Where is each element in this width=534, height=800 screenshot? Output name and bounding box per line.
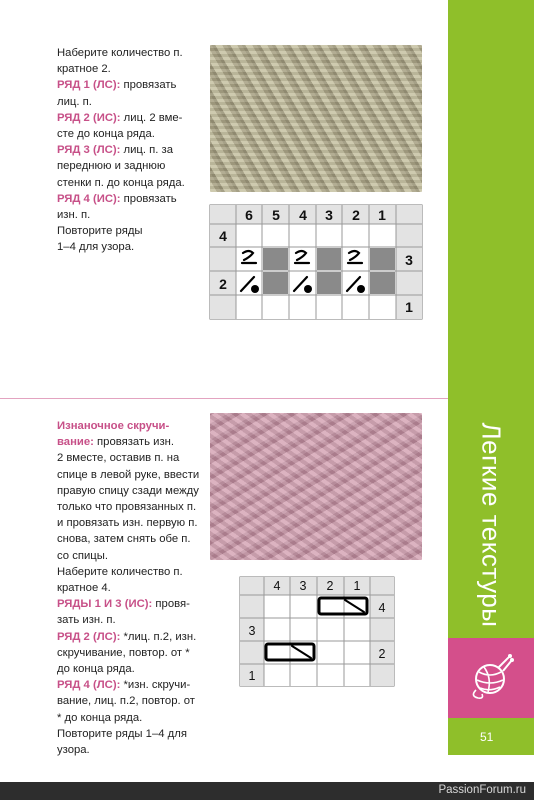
instruction-text: 2 вместе, оставив п. на <box>57 452 180 465</box>
instruction-line <box>57 223 207 239</box>
instruction-text: провя- <box>152 598 190 611</box>
chart1-col-label: 5 <box>272 207 280 223</box>
pattern2-instructions <box>57 418 207 758</box>
instruction-line <box>57 94 207 110</box>
instruction-line <box>57 499 207 515</box>
instruction-line <box>57 645 207 661</box>
instruction-line <box>57 693 207 709</box>
chart2-col-label: 2 <box>326 579 334 593</box>
instruction-text: до конца ряда. <box>57 663 135 676</box>
instruction-line <box>57 418 207 434</box>
instruction-line <box>57 742 207 758</box>
instruction-text: спице в левой руке, ввести <box>57 468 200 481</box>
instruction-line <box>57 142 207 158</box>
instruction-text: скручивание, повтор. от * <box>57 646 190 659</box>
chart1-row-label: 1 <box>405 299 413 315</box>
instruction-text: 1–4 для узора. <box>57 241 135 254</box>
chart2-col-label: 4 <box>273 579 281 593</box>
instruction-line <box>57 726 207 742</box>
instruction-line <box>57 467 207 483</box>
yarn-ball-icon <box>470 654 514 702</box>
instruction-text: лиц. 2 вме- <box>120 111 183 124</box>
instruction-line <box>57 77 207 93</box>
instruction-text: *изн. скручи- <box>120 679 191 692</box>
instruction-text: Повторите ряды 1–4 для <box>57 727 187 740</box>
instruction-line <box>57 596 207 612</box>
instruction-text: провязать <box>120 79 177 92</box>
instruction-text: снова, затем снять обе п. <box>57 533 191 546</box>
pattern1-chart <box>210 205 430 320</box>
row-label: РЯД 1 (ЛС): <box>57 79 121 92</box>
instruction-line <box>57 629 207 645</box>
instruction-text: * до конца ряда. <box>57 711 143 724</box>
instruction-text: только что провязанных п. <box>57 501 197 514</box>
instruction-text: правую спицу сзади между <box>57 484 199 497</box>
row-label: РЯД 2 (ЛС): <box>57 630 121 643</box>
row-label: вание: <box>57 436 94 449</box>
instruction-line <box>57 710 207 726</box>
instruction-text: *лиц. п.2, изн. <box>120 630 197 643</box>
chart2-row-label: 3 <box>248 624 256 638</box>
pattern2-chart <box>240 577 400 692</box>
instruction-text: лиц. п. <box>57 95 92 108</box>
instruction-text: провязать <box>120 192 177 205</box>
instruction-line <box>57 450 207 466</box>
instruction-line <box>57 158 207 174</box>
instruction-text: вание, лиц. п.2, повтор. от <box>57 695 195 708</box>
pattern1-swatch-photo <box>210 45 422 192</box>
instruction-line <box>57 191 207 207</box>
row-label: Изнаночное скручи- <box>57 420 170 432</box>
instruction-line <box>57 483 207 499</box>
no-stitch-cell <box>263 248 288 270</box>
instruction-line <box>57 175 207 191</box>
section-divider <box>0 398 448 399</box>
instruction-text: со спицы. <box>57 549 109 562</box>
instruction-line <box>57 612 207 628</box>
row-label: РЯД 4 (ЛС): <box>57 679 121 692</box>
chart1-col-label: 2 <box>352 207 360 223</box>
instruction-line <box>57 580 207 596</box>
page-number: 51 <box>480 730 494 744</box>
row-label: РЯД 4 (ИС): <box>57 192 121 205</box>
no-stitch-cell <box>263 272 288 294</box>
instruction-line <box>57 677 207 693</box>
yarn-icon-box <box>448 638 534 718</box>
no-stitch-cell <box>317 272 341 294</box>
footer-site: PassionForum.ru <box>438 784 526 796</box>
instruction-line <box>57 548 207 564</box>
chapter-title: Легкие текстуры <box>476 422 507 628</box>
pattern2-swatch-photo <box>210 413 422 560</box>
instruction-line <box>57 564 207 580</box>
chart2-col-label: 1 <box>353 579 361 593</box>
row-label: РЯД 2 (ИС): <box>57 111 121 124</box>
instruction-text: провязать изн. <box>93 436 174 449</box>
instruction-text: Наберите количество п. <box>57 47 183 59</box>
instruction-line <box>57 61 207 77</box>
instruction-text: лиц. п. за <box>120 144 174 157</box>
chart1-row-label: 2 <box>219 276 227 292</box>
no-stitch-cell <box>370 272 395 294</box>
instruction-text: кратное 2. <box>57 63 111 76</box>
no-stitch-cell <box>317 248 341 270</box>
chart1-col-label: 4 <box>299 207 307 223</box>
instruction-line <box>57 45 207 61</box>
chart2-col-label: 3 <box>299 579 307 593</box>
pattern1-instructions <box>57 45 207 256</box>
chart2-row-label: 4 <box>378 601 386 615</box>
chart1-row-label: 4 <box>219 228 227 244</box>
row-label: РЯДЫ 1 И 3 (ИС): <box>57 598 153 611</box>
instruction-line <box>57 207 207 223</box>
chart2-row-label: 2 <box>378 647 386 661</box>
instruction-text: Наберите количество п. <box>57 565 183 578</box>
no-stitch-cell <box>370 248 395 270</box>
instruction-text: переднюю и заднюю <box>57 160 166 173</box>
instruction-line <box>57 434 207 450</box>
instruction-line <box>57 515 207 531</box>
instruction-line <box>57 126 207 142</box>
chart1-row-label: 3 <box>405 252 413 268</box>
instruction-line <box>57 110 207 126</box>
instruction-text: сте до конца ряда. <box>57 128 155 141</box>
instruction-line <box>57 661 207 677</box>
instruction-text: зать изн. п. <box>57 614 116 627</box>
instruction-line <box>57 531 207 547</box>
instruction-text: изн. п. <box>57 209 91 222</box>
chart1-col-label: 1 <box>378 207 386 223</box>
row-label: РЯД 3 (ЛС): <box>57 144 121 157</box>
instruction-text: стенки п. до конца ряда. <box>57 176 185 189</box>
chart1-col-label: 3 <box>325 207 333 223</box>
chart1-col-label: 6 <box>245 207 253 223</box>
instruction-text: и провязать изн. первую п. <box>57 517 198 530</box>
instruction-text: Повторите ряды <box>57 225 143 238</box>
chart2-row-label: 1 <box>248 669 256 683</box>
instruction-text: кратное 4. <box>57 582 111 595</box>
instruction-text: узора. <box>57 744 90 757</box>
instruction-line <box>57 239 207 255</box>
